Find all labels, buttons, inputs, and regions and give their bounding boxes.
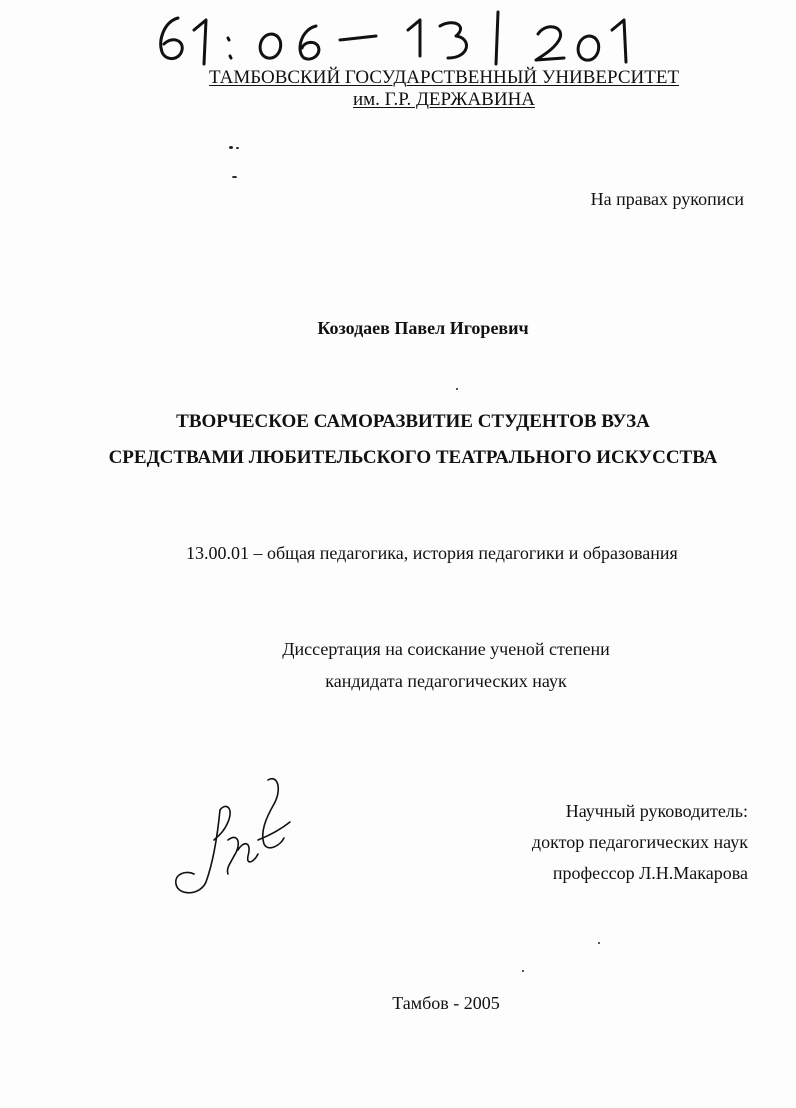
signature [168, 770, 298, 900]
author-name: Козодаев Павел Игоревич [317, 318, 529, 338]
rights-notice: На правах рукописи [590, 189, 744, 209]
ink-speck [522, 970, 524, 972]
ink-speck [232, 176, 237, 178]
supervisor-name: профессор Л.Н.Макарова [552, 863, 748, 883]
university-name: ТАМБОВСКИЙ ГОСУДАРСТВЕННЫЙ УНИВЕРСИТЕТ [208, 67, 680, 88]
degree-line2: кандидата педагогических наук [325, 671, 567, 691]
specialty-code: 13.00.01 – общая педагогика, история педагогики и образования [186, 543, 678, 563]
ink-speck [456, 388, 458, 390]
supervisor-label: Научный руководитель: [565, 801, 748, 821]
degree-line1: Диссертация на соискание ученой степени [282, 639, 610, 659]
dissertation-title-line2: СРЕДСТВАМИ ЛЮБИТЕЛЬСКОГО ТЕАТРАЛЬНОГО ИСКУССТВА [108, 447, 718, 468]
ink-speck [229, 146, 233, 149]
ink-speck [598, 942, 600, 944]
city-year: Тамбов - 2005 [392, 993, 500, 1013]
ink-speck [236, 147, 239, 149]
dissertation-title-line1: ТВОРЧЕСКОЕ САМОРАЗВИТИЕ СТУДЕНТОВ ВУЗА [176, 411, 650, 432]
handwritten-archive-code [150, 0, 650, 75]
supervisor-rank: доктор педагогических наук [531, 832, 748, 852]
university-subtitle: им. Г.Р. ДЕРЖАВИНА [352, 89, 536, 110]
